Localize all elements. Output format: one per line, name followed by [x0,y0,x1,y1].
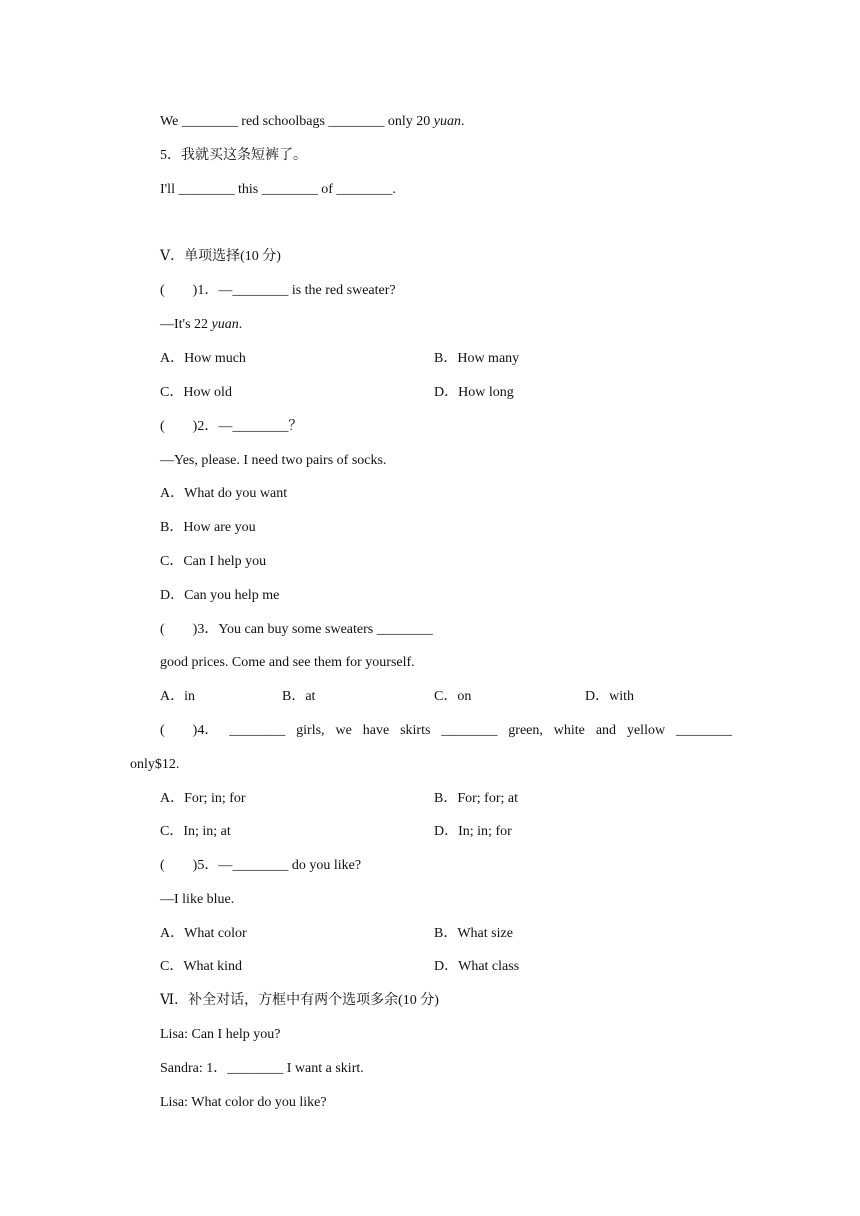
q4-stem-part: have [362,723,390,738]
q2-option-d: D．Can you help me [160,588,280,603]
q5-reply: —I like blue. [160,892,235,907]
dialogue-line: Lisa: What color do you like? [160,1095,327,1110]
q5-option-d: D．What class [434,959,520,974]
fill-blank-q5-prompt: 5．我就买这条短裤了。 [160,148,307,163]
q4-option-d: D．In; in; for [434,824,512,839]
q2-option-b: B．How are you [160,520,256,535]
q1-option-d: D．How long [434,385,514,400]
fill-blank-q4-line: We ________ red schoolbags ________ only 20 yuan. [160,114,465,129]
q5-option-c: C．What kind [160,959,243,974]
q4-stem-part: ________ [676,723,732,738]
q4-stem-part: ________ [441,723,498,738]
q4-stem-part: ( )4． [160,723,219,738]
q1-stem: ( )1．—________ is the red sweater? [160,283,396,298]
q4-stem-part: girls, [296,723,325,738]
dialogue-line: Sandra: 1．________ I want a skirt. [160,1061,364,1076]
fill-blank-q5-line: I'll ________ this ________ of ________. [160,182,396,197]
q4-stem [160,722,732,740]
q1-reply: —It's 22 yuan. [160,317,243,332]
q4-option-c: C．In; in; at [160,824,231,839]
q3-option-a: A．in [160,689,195,704]
section-5-heading: Ⅴ．单项选择(10 分) [160,249,281,264]
q1-option-b: B．How many [434,351,520,366]
q4-stem-part: green, [508,723,543,738]
q4-option-a: A．For; in; for [160,791,246,806]
q4-stem-part: white [553,723,585,738]
q3-option-b: B．at [282,689,316,704]
q4-continuation: only$12. [130,757,180,772]
q1-option-a: A．How much [160,351,246,366]
q5-stem: ( )5．—________ do you like? [160,858,362,873]
q4-stem-part: skirts [400,723,431,738]
q2-option-c: C．Can I help you [160,554,267,569]
q4-stem-part: ________ [229,723,286,738]
q2-reply: —Yes, please. I need two pairs of socks. [160,453,387,468]
q5-option-b: B．What size [434,926,513,941]
section-6-heading: Ⅵ．补全对话，方框中有两个选项多余(10 分) [160,993,439,1008]
q2-stem: ( )2．—________？ [160,419,303,434]
q3-option-d: D．with [585,689,634,704]
q4-stem-part: and [595,723,617,738]
q3-continuation: good prices. Come and see them for yourself. [160,655,415,670]
q5-option-a: A．What color [160,926,247,941]
q3-stem: ( )3．You can buy some sweaters ________ [160,622,433,637]
q1-option-c: C．How old [160,385,232,400]
q3-option-c: C．on [434,689,472,704]
q4-stem-part: we [335,723,352,738]
q2-option-a: A．What do you want [160,486,288,501]
q4-stem-part: yellow [626,723,666,738]
dialogue-line: Lisa: Can I help you? [160,1027,281,1042]
q4-option-b: B．For; for; at [434,791,518,806]
